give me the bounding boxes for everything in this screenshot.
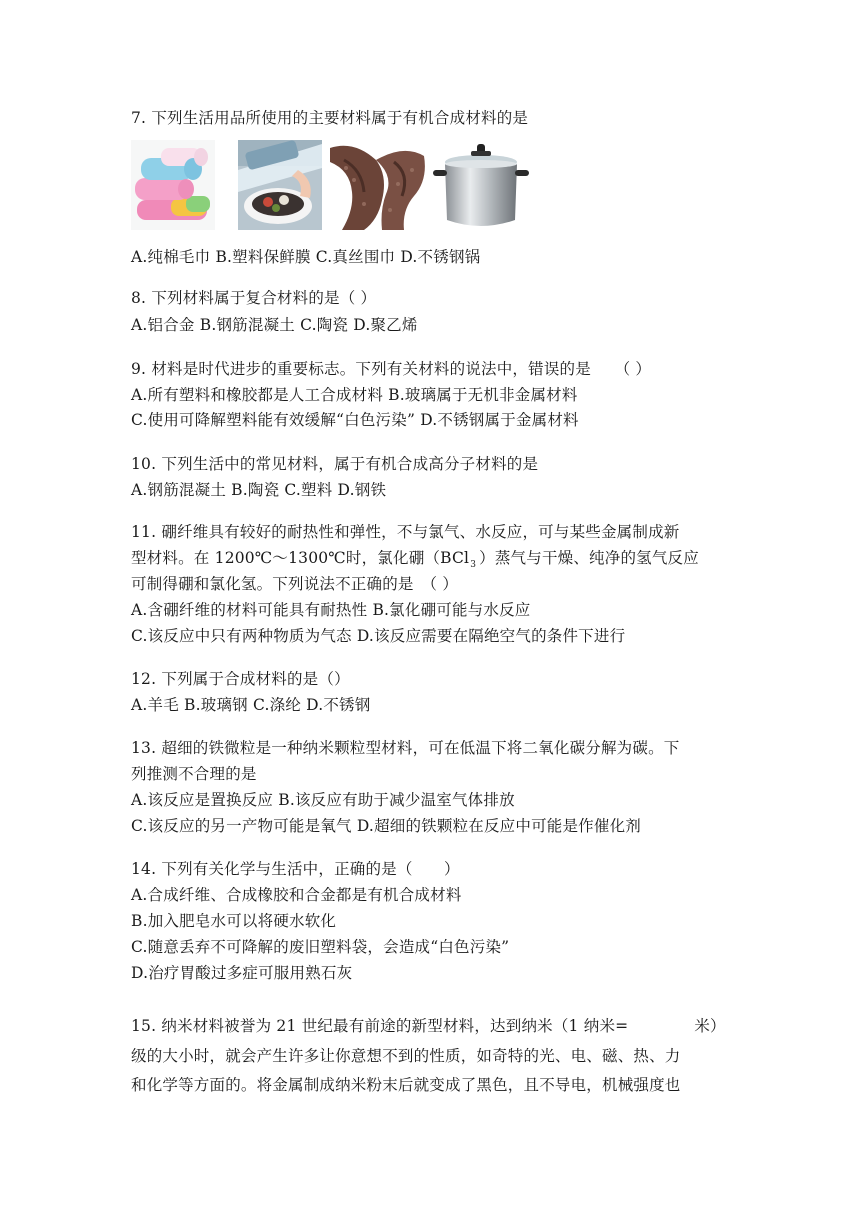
q14-stem: 14. 下列有关化学与生活中，正确的是（ ） (131, 860, 460, 878)
q7-options: A.纯棉毛巾 B.塑料保鲜膜 C.真丝围巾 D.不锈钢锅 (131, 248, 481, 266)
q15-line-1 (131, 1016, 726, 1036)
q12-stem: 12. 下列属于合成材料的是（） (131, 670, 350, 688)
q10-options: A.钢筋混凝土 B.陶瓷 C.塑料 D.钢铁 (131, 481, 387, 499)
q15-line-2: 级的大小时，就会产生许多让你意想不到的性质，如奇特的光、电、磁、热、力 (131, 1047, 681, 1065)
q9-options-2: C.使用可降解塑料能有效缓解“白色污染” D.不锈钢属于金属材料 (131, 411, 579, 429)
q7-images (131, 140, 551, 232)
q14-option-d: D.治疗胃酸过多症可服用熟石灰 (131, 964, 353, 982)
q11-subscript: 3 (470, 560, 477, 570)
q13-options-1: A.该反应是置换反应 B.该反应有助于减少温室气体排放 (131, 791, 515, 809)
q8-options: A.铝合金 B.钢筋混凝土 C.陶瓷 D.聚乙烯 (131, 316, 418, 334)
q11-line-2-pre: 型材料。在 1200℃～1300℃时，氯化硼（BCl (131, 549, 470, 567)
q11-line-3: 可制得硼和氯化氢。下列说法不正确的是 （ ） (131, 575, 459, 593)
q9-stem: 9. 材料是时代进步的重要标志。下列有关材料的说法中，错误的是 （ ） (131, 360, 652, 378)
plastic-wrap-image (238, 140, 322, 230)
q8-stem: 8. 下列材料属于复合材料的是（ ） (131, 289, 377, 307)
q10-stem: 10. 下列生活中的常见材料，属于有机合成高分子材料的是 (131, 455, 539, 473)
q14-option-b: B.加入肥皂水可以将硬水软化 (131, 912, 337, 930)
q14-option-c: C.随意丢弃不可降解的废旧塑料袋，会造成“白色污染” (131, 938, 510, 956)
q11-line-2 (131, 548, 699, 575)
q11-line-2-post: ）蒸气与干燥、纯净的氢气反应 (479, 549, 699, 567)
towel-image (131, 140, 215, 230)
q7-stem: 7. 下列生活用品所使用的主要材料属于有机合成材料的是 (131, 109, 529, 127)
q15-line-3: 和化学等方面的。将金属制成纳米粉末后就变成了黑色，且不导电，机械强度也 (131, 1076, 681, 1094)
q15-line-1-pre: 15. 纳米材料被誉为 21 世纪最有前途的新型材料，达到纳米（1 纳米= (131, 1017, 629, 1035)
q11-options-1: A.含硼纤维的材料可能具有耐热性 B.氯化硼可能与水反应 (131, 601, 531, 619)
q12-options: A.羊毛 B.玻璃钢 C.涤纶 D.不锈钢 (131, 696, 371, 714)
q9-options-1: A.所有塑料和橡胶都是人工合成材料 B.玻璃属于无机非金属材料 (131, 386, 578, 404)
q15-line-1-post: 米） (694, 1017, 726, 1035)
q14-option-a: A.合成纤维、合成橡胶和合金都是有机合成材料 (131, 886, 462, 904)
q13-options-2: C.该反应的另一产物可能是氧气 D.超细的铁颗粒在反应中可能是作催化剂 (131, 817, 641, 835)
silk-scarf-image (324, 140, 428, 230)
steel-pot-image (431, 140, 531, 230)
q13-line-2: 列推测不合理的是 (131, 765, 257, 783)
q11-options-2: C.该反应中只有两种物质为气态 D.该反应需要在隔绝空气的条件下进行 (131, 627, 626, 645)
q13-line-1: 13. 超细的铁微粒是一种纳米颗粒型材料，可在低温下将二氧化碳分解为碳。下 (131, 739, 680, 757)
q11-line-1: 11. 硼纤维具有较好的耐热性和弹性，不与氯气、水反应，可与某些金属制成新 (131, 523, 680, 541)
